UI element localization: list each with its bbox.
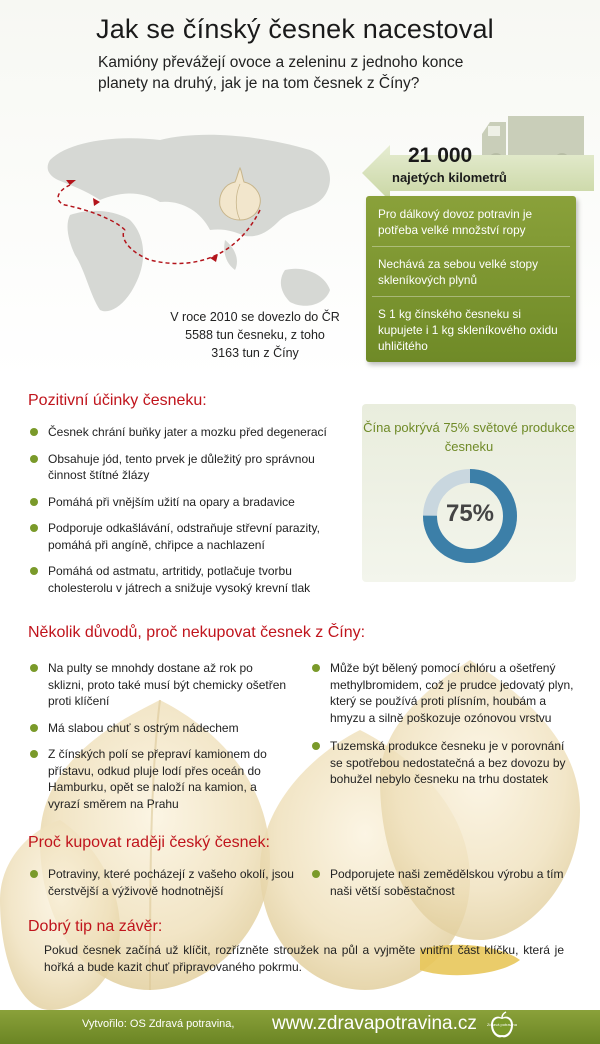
- page-subtitle: Kamióny převážejí ovoce a zeleninu z jednoho konce planety na druhý, jak je na tom česnek z Číny?: [98, 54, 464, 92]
- impact-item: S 1 kg čínského česneku si kupujete i 1 kg skleníkového oxidu uhličitého: [378, 307, 558, 353]
- czech-left-list: [26, 866, 296, 899]
- impact-item: Nechává za sebou velké stopy skleníkových plynů: [378, 257, 539, 287]
- reasons-heading: Několik důvodů, proč nekupovat česnek z Číny:: [28, 624, 366, 641]
- production-share-box: [362, 404, 576, 582]
- list-item: Obsahuje jód, tento prvek je důležitý pro správnou činnost štítné žlázy: [26, 451, 356, 484]
- apple-icon: [486, 1010, 518, 1042]
- reasons-left-list: [26, 660, 288, 812]
- list-item: Z čínských polí se přepraví kamionem do přístavu, odkud pluje lodí přes oceán do Hamburku, opět se naloží na kamion, a vyrazí směrem na Prahu: [26, 746, 288, 812]
- logo-label: Zdravá potravina: [486, 1022, 518, 1027]
- czech-right-list: [308, 866, 578, 899]
- impact-item: Pro dálkový dovoz potravin je potřeba velké množství ropy: [378, 207, 533, 237]
- divider: [372, 246, 570, 247]
- czech-heading: Proč kupovat raději český česnek:: [28, 834, 270, 851]
- list-item: Podporuje odkašlávání, odstraňuje střevní parazity, pomáhá při angíně, chřipce a nachlazení: [26, 520, 356, 553]
- footer-credit: Vytvořilo: OS Zdravá potravina,: [82, 1018, 235, 1030]
- km-label: najetých kilometrů: [392, 170, 507, 185]
- list-item: Pomáhá od astmatu, artritidy, potlačuje tvorbu cholesterolu v játrech a snižuje vysoký krevní tlak: [26, 563, 356, 596]
- world-map: [30, 120, 350, 320]
- list-item: Může být bělený pomocí chlóru a ošetřený methylbromidem, což je prudce jedovatý plyn, který se používá proti plísním, houbám a hmyzu a silně poškozuje ozónovou vrstvu: [308, 660, 578, 726]
- reasons-right-list: [308, 660, 578, 788]
- km-number: 21 000: [408, 144, 473, 167]
- page-title: Jak se čínský česnek nacestoval: [96, 14, 494, 44]
- stats-line: V roce 2010 se dovezlo do ČR: [170, 310, 340, 324]
- list-item: Česnek chrání buňky jater a mozku před degenerací: [26, 424, 356, 441]
- divider: [372, 296, 570, 297]
- impact-box: [366, 196, 576, 362]
- list-item: Podporujete naši zemědělskou výrobu a tím naši větší soběstačnost: [308, 866, 578, 899]
- donut-value: 75%: [445, 500, 495, 527]
- list-item: Na pulty se mnohdy dostane až rok po sklizni, proto také musí být chemicky ošetřen proti klíčení: [26, 660, 288, 710]
- tip-text: Pokud česnek začíná už klíčit, rozřízněte stroužek na půl a vyjměte vnitřní část klíčku, která je hořká a bude kazit chuť připravovaného pokrmu.: [44, 943, 564, 974]
- production-share-text: Čína pokrývá 75% světové produkce česneku: [363, 420, 575, 454]
- positive-list: [26, 424, 356, 596]
- tip-heading: Dobrý tip na závěr:: [28, 918, 163, 935]
- positive-heading: Pozitivní účinky česneku:: [28, 392, 207, 409]
- list-item: Potraviny, které pocházejí z vašeho okolí, jsou čerstvější a výživově hodnotnější: [26, 866, 296, 899]
- list-item: Tuzemská produkce česneku je v porovnání se spotřebou nedostatečná a bez dovozu by bohužel nebylo česneku na trhu dostatek: [308, 738, 578, 788]
- list-item: Má slabou chuť s ostrým nádechem: [26, 720, 288, 737]
- import-stats: [150, 308, 360, 362]
- footer-url-link[interactable]: www.zdravapotravina.cz: [272, 1013, 477, 1034]
- stats-line: 3163 tun z Číny: [211, 346, 299, 360]
- list-item: Pomáhá při vnějším užití na opary a bradavice: [26, 494, 356, 511]
- stats-line: 5588 tun česneku, z toho: [185, 328, 325, 342]
